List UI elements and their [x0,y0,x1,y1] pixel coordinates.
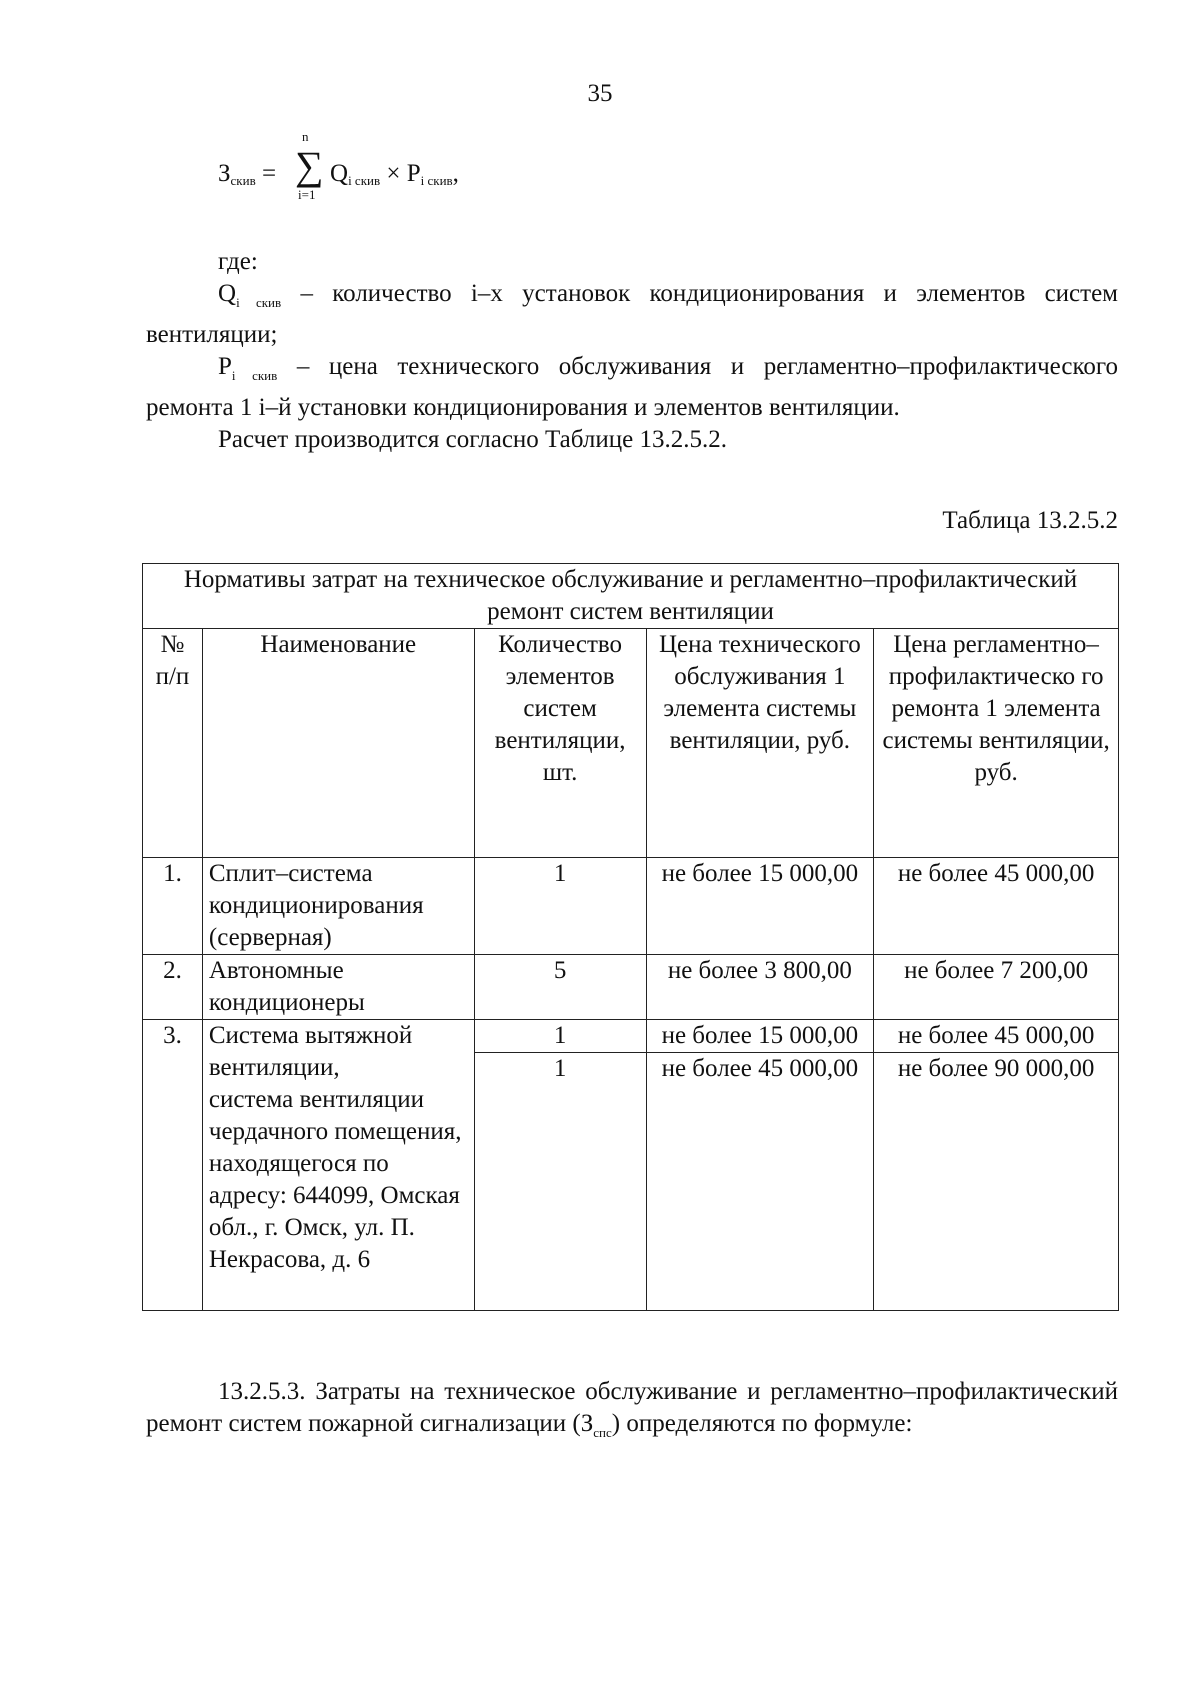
row-num: 1. [143,858,203,955]
row-qty: 5 [474,955,646,1020]
sum-sign: ∑ [295,143,324,188]
row-name-part2: система вентиляции чердачного помещения, находящегося по адресу: 644099, Омская обл., г. Омск, ул. П. Некрасова, д. 6 [208,1086,462,1273]
formula-lhs: $З_{скив}$ = [218,160,277,188]
header-name: Наименование [202,629,474,858]
row-qty: 1 [474,1020,646,1053]
table-row [143,1020,1119,1053]
table-title: Нормативы затрат на техническое обслуживание и регламентно–профилактический ремонт систем вентиляции [143,564,1119,629]
q-definition: $Q_{i скив}$ – количество i–х установок кондиционирования и элементов систем вентиляции; [146,280,1118,348]
next-section-text: 13.2.5.3. Затраты на техническое обслуживание и регламентно–профилактический ремонт систем пожарной сигнализации $(З_{спс})$ определяются по формуле: [146,1378,1118,1440]
formula-rhs: $Q_{i скив} \times P_{i скив}$, [330,160,459,188]
sum-lower-limit: i=1 [298,187,316,202]
header-repair-price: Цена регламентно–профилактическо го ремонта 1 элемента системы вентиляции, руб. [874,629,1119,858]
sum-upper-limit: n [302,129,309,144]
row-qty: 1 [474,1053,646,1311]
calc-note: Расчет производится согласно Таблице 13.2.5.2. [218,426,727,453]
header-num: № п/п [143,629,203,858]
row-num: 3. [143,1020,203,1311]
page-number: 35 [587,80,613,107]
next-section [146,1376,1118,1449]
row-repair-price: не более 45 000,00 [874,858,1119,955]
row-service-price: не более 45 000,00 [646,1053,874,1311]
row-service-price: не более 3 800,00 [646,955,874,1020]
row-name: Сплит–система кондиционирования (серверная) [202,858,474,955]
row-name-part1: Система вытяжной вентиляции, [208,1022,413,1081]
where-label: где: [218,248,258,275]
row-qty: 1 [474,858,646,955]
p-definition: $P_{i скив}$ – цена технического обслуживания и регламентно–профилактического ремонта 1 i–й установки кондиционирования и элементов вентиляции. [146,353,1119,421]
norms-table [142,563,1119,1311]
table-caption: Таблица 13.2.5.2 [942,507,1118,534]
row-num: 2. [143,955,203,1020]
table-title-row [143,564,1119,629]
row-name [202,1020,474,1311]
row-service-price: не более 15 000,00 [646,858,874,955]
table-row [143,858,1119,955]
table-row [143,955,1119,1020]
row-repair-price: не более 45 000,00 [874,1020,1119,1053]
row-service-price: не более 15 000,00 [646,1020,874,1053]
row-name: Автономные кондиционеры [202,955,474,1020]
header-qty: Количество элементов систем вентиляции, шт. [474,629,646,858]
row-repair-price: не более 7 200,00 [874,955,1119,1020]
definitions [146,246,1118,456]
row-repair-price: не более 90 000,00 [874,1053,1119,1311]
table-header-row [143,629,1119,858]
header-service-price: Цена технического обслуживания 1 элемента системы вентиляции, руб. [646,629,874,858]
